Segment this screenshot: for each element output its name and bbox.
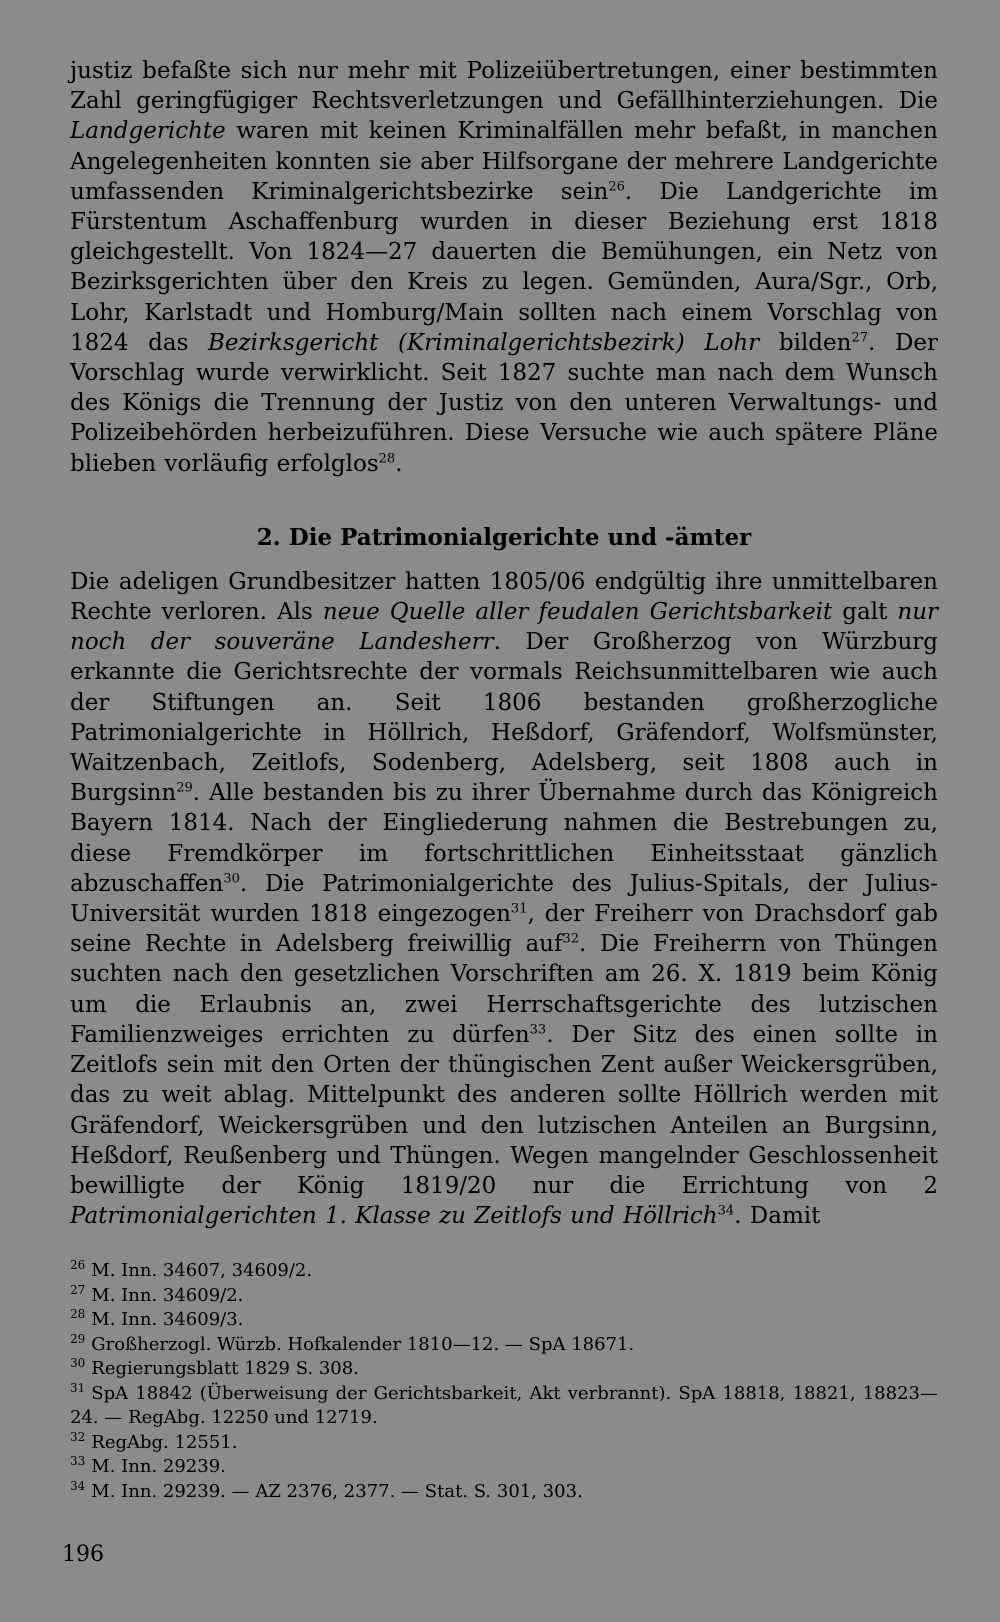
italic-run: nur noch der souveräne Landesherr [70,599,938,656]
footnote-ref: 34 [717,1203,735,1219]
footnote-number: 34 [70,1478,86,1493]
footnote-number: 29 [70,1331,86,1346]
text-run: . Die Freiherrn von Thüngen suchten nach den gesetzlichen Vorschriften am 26. X. 1819 beim König um die Erlaubnis an, zwei Herrschaftsgerichte des lutzischen Familienzweiges errichten zu dürfen [70,931,938,1048]
footnote-ref: 29 [176,780,193,796]
footnotes [70,1259,938,1504]
footnote [70,1431,938,1456]
footnote-ref: 31 [510,901,528,917]
footnote [70,1284,938,1309]
section-heading: 2. Die Patrimonialgerichte und -ämter [256,523,752,551]
text-run: galt [832,599,898,626]
footnote-text: Großherzogl. Würzb. Hofkalender 1810—12. — SpA 18671. [91,1333,635,1355]
paragraph-1 [70,56,938,479]
text-run: . Alle bestanden bis zu ihrer Übernahme durch das Königreich Bayern 1814. Nach der Eingliederung nahmen die Bestrebungen zu, diese Fremdkörper im fortschrittlichen Einheitsstaat gänzlich abzuschaffen [70,780,938,897]
italic-run: Landgerichte [70,118,226,145]
footnote-ref: 27 [851,330,869,346]
footnote-number: 33 [70,1454,86,1469]
text-run: . Die Landgerichte im Fürstentum Aschaffenburg wurden in dieser Beziehung erst 1818 gleichgestellt. Von 1824—27 dauerten die Bemühungen, ein Netz von Bezirksgerichten über den Kreis zu legen. Gemünden, Aura/Sgr., Orb, Lohr, Karlstadt und Homburg/Main sollten nach einem Vorschlag von 1824 das [70,178,939,356]
text-run: . Damit [734,1203,821,1230]
text-run: . Der Großherzog von Würzburg erkannte die Gerichtsrechte der vormals Reichsunmittelbaren wie auch der Stiftungen an. Seit 1806 bestanden großherzogliche Patrimonialgerichte in Höllrich, Heßdorf, Gräfendorf, Wolfsmünster, Waitzenbach, Zeitlofs, Sodenberg, Adelsberg, seit 1808 auch in Burgsinn [70,629,939,807]
footnote-number: 31 [70,1380,86,1395]
text-run: . [395,450,403,477]
footnote-ref: 28 [378,450,396,466]
text-run: justiz befaßte sich nur mehr mit Polizeiübertretungen, einer bestimmten Zahl geringfügiger Rechtsverletzungen und Gefällhinterziehungen. Die [70,58,938,115]
text-run: . Die Patrimonialgerichte des Julius-Spitals, der Julius-Universität wurden 1818 eingezogen [70,870,938,928]
footnote [70,1455,938,1480]
footnote-ref: 32 [562,931,580,947]
footnote [70,1333,938,1358]
footnote-number: 32 [70,1429,86,1444]
text-run: . Der Vorschlag wurde verwirklicht. Seit 1827 suchte man nach dem Wunsch des Königs die Trennung der Justiz von den unteren Verwaltungs- und Polizeibehörden herbeizuführen. Diese Versuche wie auch spätere Pläne blieben vorläufig erfolglos [70,329,938,477]
footnote [70,1308,938,1333]
footnote-ref: 26 [608,179,625,195]
body-text [70,56,938,1231]
text-run: bilden [759,329,852,356]
page-content [70,56,938,1504]
footnote-text: Regierungsblatt 1829 S. 308. [91,1358,359,1380]
footnote [70,1357,938,1382]
italic-run: Bezirksgericht (Kriminalgerichtsbezirk) Lohr [208,329,760,356]
page-number: 196 [62,1542,104,1567]
footnote-number: 30 [70,1356,86,1371]
footnote [70,1480,938,1505]
text-run: waren mit keinen Kriminalfällen mehr befaßt, in manchen Angelegenheiten konnten sie aber Hilfsorgane der mehrere Landgerichte umfassenden Kriminalgerichtsbezirke sein [70,118,938,205]
footnote-text: M. Inn. 29239. — AZ 2376, 2377. — Stat. S. 301, 303. [91,1480,583,1502]
footnote-ref: 33 [529,1022,547,1038]
footnote-text: M. Inn. 34609/2. [91,1284,244,1306]
footnote-ref: 30 [223,871,240,887]
footnote-number: 26 [70,1258,86,1273]
text-run: Die adeligen Grundbesitzer hatten 1805/06 endgültig ihre unmittelbaren Rechte verloren. Als [70,568,938,626]
text-run: . Der Sitz des einen sollte in Zeitlofs sein mit den Orten der thüngischen Zent außer Weickersgrüben, das zu weit ablag. Mittelpunkt des anderen sollte Höllrich werden mit Gräfendorf, Weickersgrüben und den lutzischen Anteilen an Burgsinn, Heßdorf, Reußenberg und Thüngen. Wegen mangelnder Geschlossenheit bewilligte der König 1819/20 nur die Errichtung von 2 [70,1021,938,1199]
footnote-text: SpA 18842 (Überweisung der Gerichtsbarkeit, Akt verbrannt). SpA 18818, 18821, 18823—24. — RegAbg. 12250 und 12719. [70,1382,938,1429]
footnote [70,1382,938,1431]
footnote-text: RegAbg. 12551. [91,1431,238,1453]
footnote-number: 28 [70,1307,86,1322]
text-run: , der Freiherr von Drachsdorf gab seine Rechte in Adelsberg freiwillig auf [70,901,938,958]
italic-run: Patrimonialgerichten 1. Klasse zu Zeitlofs und Höllrich [70,1203,718,1230]
footnote-number: 27 [70,1282,86,1297]
footnote-text: M. Inn. 34609/3. [91,1309,244,1331]
paragraph-2 [70,567,938,1231]
footnote [70,1259,938,1284]
footnote-text: M. Inn. 34607, 34609/2. [91,1260,313,1282]
footnote-text: M. Inn. 29239. [91,1456,226,1478]
italic-run: neue Quelle aller feudalen Gerichtsbarkeit [322,599,833,626]
